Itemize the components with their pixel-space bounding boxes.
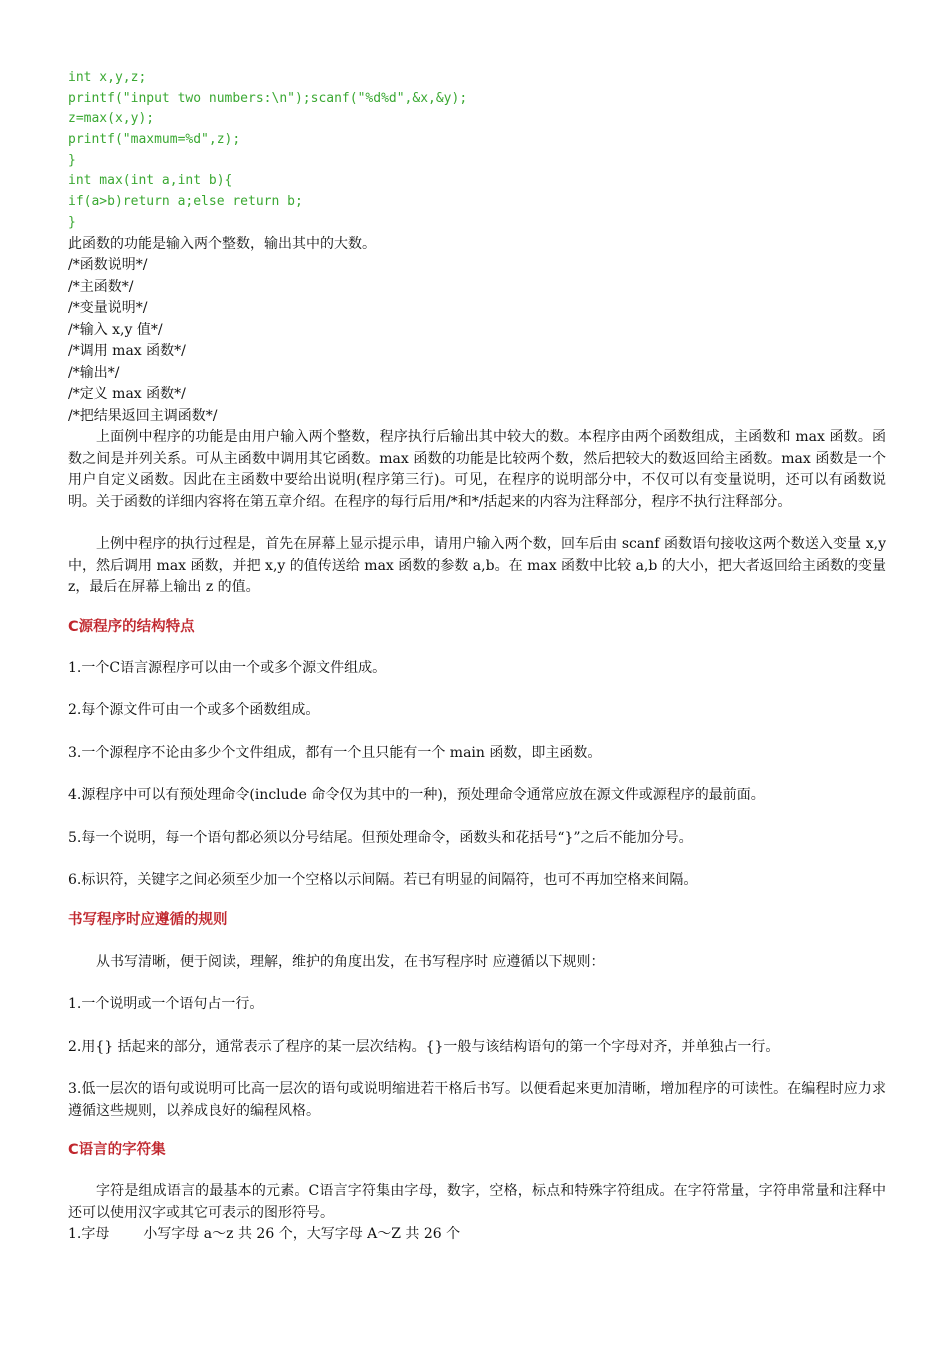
section-heading-charset: C语言的字符集 [68, 1142, 166, 1158]
list-item-letters [68, 1224, 886, 1246]
list-item: 6.标识符，关键字之间必须至少加一个空格以示间隔。若已有明显的间隔符，也可不再加空格来间隔。 [68, 872, 698, 888]
code-line: int x,y,z; [68, 70, 147, 85]
rules-intro: 从书写清晰，便于阅读，理解，维护的角度出发，在书写程序时 应遵循以下规则： [96, 953, 605, 970]
comment-line: /*输入 x,y 值*/ [68, 321, 163, 338]
code-line: printf("input two numbers:\n");scanf("%d%d",&x,&y); [68, 90, 468, 106]
code-line: if(a>b)return a;else return b; [68, 194, 303, 210]
list-item: 3.低一层次的语句或说明可比高一层次的语句或说明缩进若干格后书写。以便看起来更加清晰，增加程序的可读性。在编程时应力求遵循这些规则，以养成良好的编程风格。 [68, 1081, 886, 1119]
code-block [68, 68, 886, 234]
code-line: printf("maxmum=%d",z); [68, 132, 241, 148]
comment-line: /*变量说明*/ [68, 300, 148, 316]
comment-line: /*定义 max 函数*/ [68, 386, 186, 402]
list-item: 2.每个源文件可由一个或多个函数组成。 [68, 702, 320, 718]
comment-line: /*调用 max 函数*/ [68, 343, 186, 359]
function-summary: 此函数的功能是输入两个整数，输出其中的大数。 [68, 235, 376, 252]
list-item: 1.一个C语言源程序可以由一个或多个源文件组成。 [68, 659, 387, 676]
list-item: 4.源程序中可以有预处理命令(include 命令仅为其中的一种)，预处理命令通常应放在源文件或源程序的最前面。 [68, 787, 765, 803]
code-line: } [68, 214, 76, 230]
comment-line: /*把结果返回主调函数*/ [68, 407, 218, 424]
comment-line: /*输出*/ [68, 364, 120, 381]
section-heading-structure: C源程序的结构特点 [68, 618, 195, 635]
execution-paragraph: 上例中程序的执行过程是，首先在屏幕上显示提示串，请用户输入两个数，回车后由 scanf 函数语句接收这两个数送入变量 x,y 中，然后调用 max 函数，并把 x,y 的值传送给 max 函数的参数 a,b。在 max 函数中比较 a,b 的大小，把大者返回给主函数的变量 z，最后在屏幕上输出 z 的值。 [68, 536, 886, 595]
letters-label: 1.字母 [68, 1226, 110, 1242]
list-item: 2.用{} 括起来的部分，通常表示了程序的某一层次结构。{}一般与该结构语句的第一个字母对齐，并单独占一行。 [68, 1038, 780, 1055]
code-line: z=max(x,y); [68, 111, 155, 127]
comment-line: /*主函数*/ [68, 278, 134, 295]
code-line: int max(int a,int b){ [68, 173, 233, 189]
document-page [68, 68, 886, 1246]
list-item: 5.每一个说明，每一个语句都必须以分号结尾。但预处理命令，函数头和花括号“}”之后不能加分号。 [68, 829, 693, 846]
comment-line: /*函数说明*/ [68, 257, 148, 273]
section-heading-rules: 书写程序时应遵循的规则 [68, 911, 228, 928]
letters-description: 小写字母 a～z 共 26 个，大写字母 A～Z 共 26 个 [143, 1226, 461, 1242]
code-line: } [68, 152, 76, 168]
comment-list [68, 255, 886, 427]
list-item: 3.一个源程序不论由多少个文件组成，都有一个且只能有一个 main 函数，即主函数。 [68, 744, 602, 761]
list-item: 1.一个说明或一个语句占一行。 [68, 996, 264, 1012]
explanation-paragraph: 上面例中程序的功能是由用户输入两个整数，程序执行后输出其中较大的数。本程序由两个函数组成，主函数和 max 函数。函数之间是并列关系。可从主函数中调用其它函数。max 函数的功能是比较两个数，然后把较大的数返回给主函数。max 函数是一个用户自定义函数。因此在主函数中要给出说明(程序第三行)。可见，在程序的说明部分中，不仅可以有变量说明，还可以有函数说明。关于函数的详细内容将在第五章介绍。在程序的每行后用/*和*/括起来的内容为注释部分，程序不执行注释部分。 [68, 429, 886, 510]
charset-paragraph: 字符是组成语言的最基本的元素。C语言字符集由字母，数字，空格，标点和特殊字符组成。在字符常量，字符串常量和注释中还可以使用汉字或其它可表示的图形符号。 [68, 1183, 886, 1221]
